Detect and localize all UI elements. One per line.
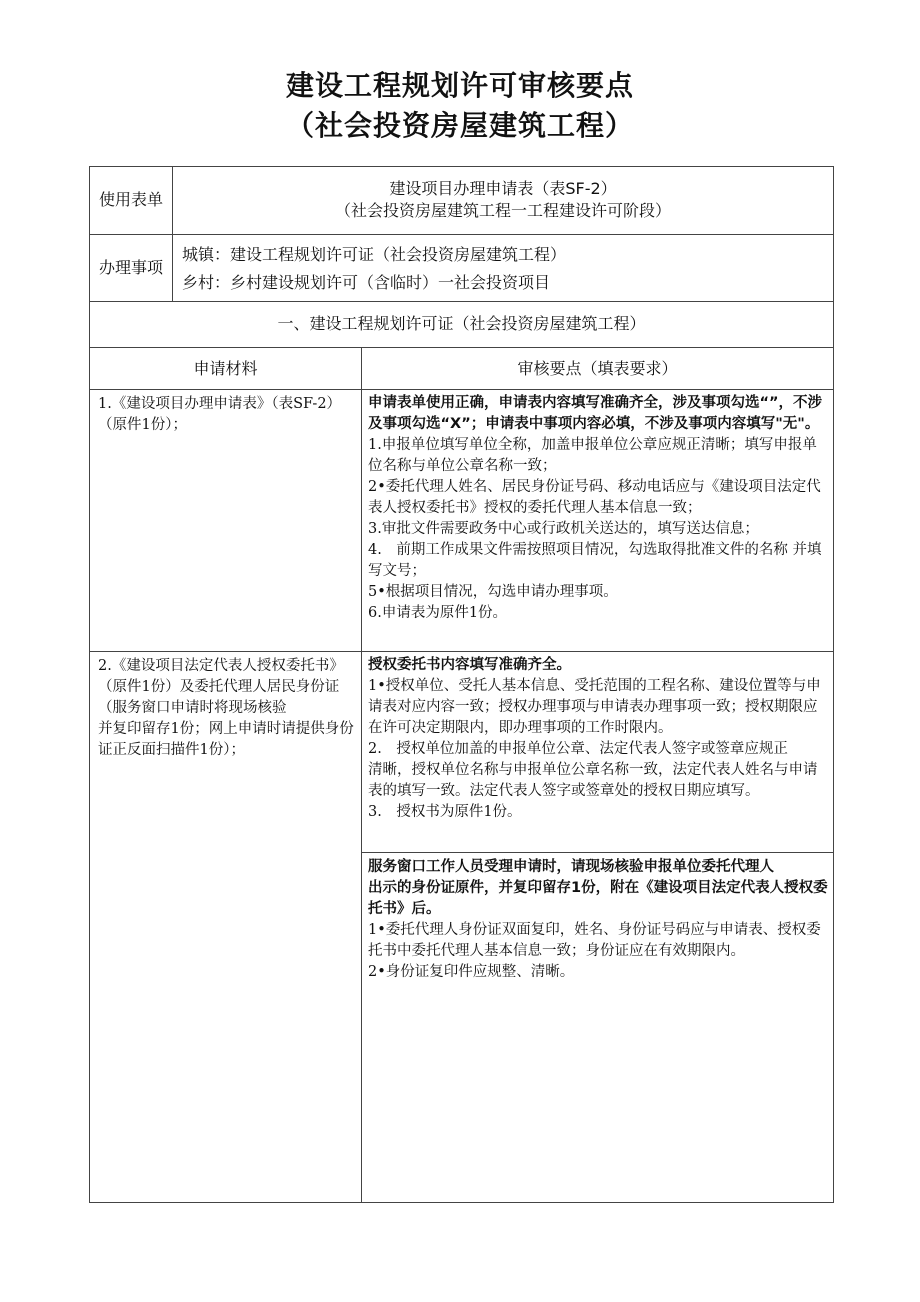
material-line: 并复印留存1份；网上申请时请提供身份证正反面扫描件1份）； xyxy=(98,721,354,758)
column-header-points: 审核要点（填表要求） xyxy=(517,359,678,378)
page-subtitle: （社会投资房屋建筑工程） xyxy=(285,109,634,142)
form-value xyxy=(173,178,833,222)
review-heading-2: 授权委托书内容填写准确齐全。 xyxy=(368,657,571,673)
review-heading-1: 申请表单使用正确，申请表内容填写准确齐全，涉及事项勾选“”，不涉及事项勾选“X”；申请表中事项内容必填，不涉及事项内容填写"无"。 xyxy=(368,395,823,432)
review-points-2 xyxy=(368,655,830,851)
page-title: 建设工程规划许可审核要点 xyxy=(285,69,634,102)
matter-label: 办理事项 xyxy=(98,258,163,277)
material-line: 2.《建设项目法定代表人授权委托书》（原件1份）及委托代理人居民身份证（服务窗口申请时将现场核验 xyxy=(98,658,344,716)
review-heading-3 xyxy=(368,857,830,920)
review-item: 6.申请表为原件1份。 xyxy=(368,605,508,621)
review-item: 2. 授权单位加盖的申报单位公章、法定代表人签字或签章应规正 xyxy=(368,741,788,757)
review-points-3 xyxy=(368,857,830,983)
review-item: 2•委托代理人姓名、居民身份证号码、移动电话应与《建设项目法定代表人授权委托书》授权的委托代理人基本信息一致； xyxy=(368,479,821,516)
review-item: 1•授权单位、受托人基本信息、受托范围的工程名称、建设位置等与申请表对应内容一致；授权办理事项与申请表办理事项一致；授权期限应在许可决定期限内，即办理事项的工作时限内。 xyxy=(368,678,821,736)
matter-line-2: 乡村：乡村建设规划许可（含临时）一社会投资项目 xyxy=(182,273,551,292)
review-heading-3-line: 服务窗口工作人员受理申请时，请现场核验申报单位委托代理人 xyxy=(368,859,774,875)
material-item-1: 1.《建设项目办理申请表》（表SF-2） （原件1份）； xyxy=(98,396,349,433)
review-item: 清晰，授权单位名称与申报单位公章名称一致，法定代表人姓名与申请表的填写一致。法定代表人签字或签章处的授权日期应填写。 xyxy=(368,762,818,799)
form-line-2: （社会投资房屋建筑工程一工程建设许可阶段） xyxy=(334,201,671,220)
form-label: 使用表单 xyxy=(98,190,163,209)
form-line-1: 建设项目办理申请表（表SF-2） xyxy=(389,179,617,198)
column-header-materials: 申请材料 xyxy=(193,359,258,378)
review-item: 1•委托代理人身份证双面复印，姓名、身份证号码应与申请表、授权委托书中委托代理人基本信息一致；身份证应在有效期限内。 xyxy=(368,922,821,959)
review-heading-3-line: 出示的身份证原件，并复印留存1份，附在《建设项目法定代表人授权委托书》后。 xyxy=(368,880,828,917)
review-item: 1.申报单位填写单位全称，加盖申报单位公章应规正清晰；填写申报单位名称与单位公章名称一致； xyxy=(368,437,817,474)
review-item: 3. 授权书为原件1份。 xyxy=(368,804,522,820)
review-item: 3.审批文件需要政务中心或行政机关送达的，填写送达信息； xyxy=(368,521,759,537)
material-item-2 xyxy=(98,656,356,761)
review-item: 5•根据项目情况，勾选申请办理事项。 xyxy=(368,584,618,600)
review-points-1 xyxy=(368,393,830,624)
review-item: 2•身份证复印件应规整、清晰。 xyxy=(368,964,575,980)
matter-value xyxy=(182,241,827,297)
section-title: 一、建设工程规划许可证（社会投资房屋建筑工程） xyxy=(277,314,646,333)
matter-line-1: 城镇：建设工程规划许可证（社会投资房屋建筑工程） xyxy=(182,245,567,264)
review-item: 4. 前期工作成果文件需按照项目情况，勾选取得批准文件的名称 并填写文号； xyxy=(368,542,822,579)
